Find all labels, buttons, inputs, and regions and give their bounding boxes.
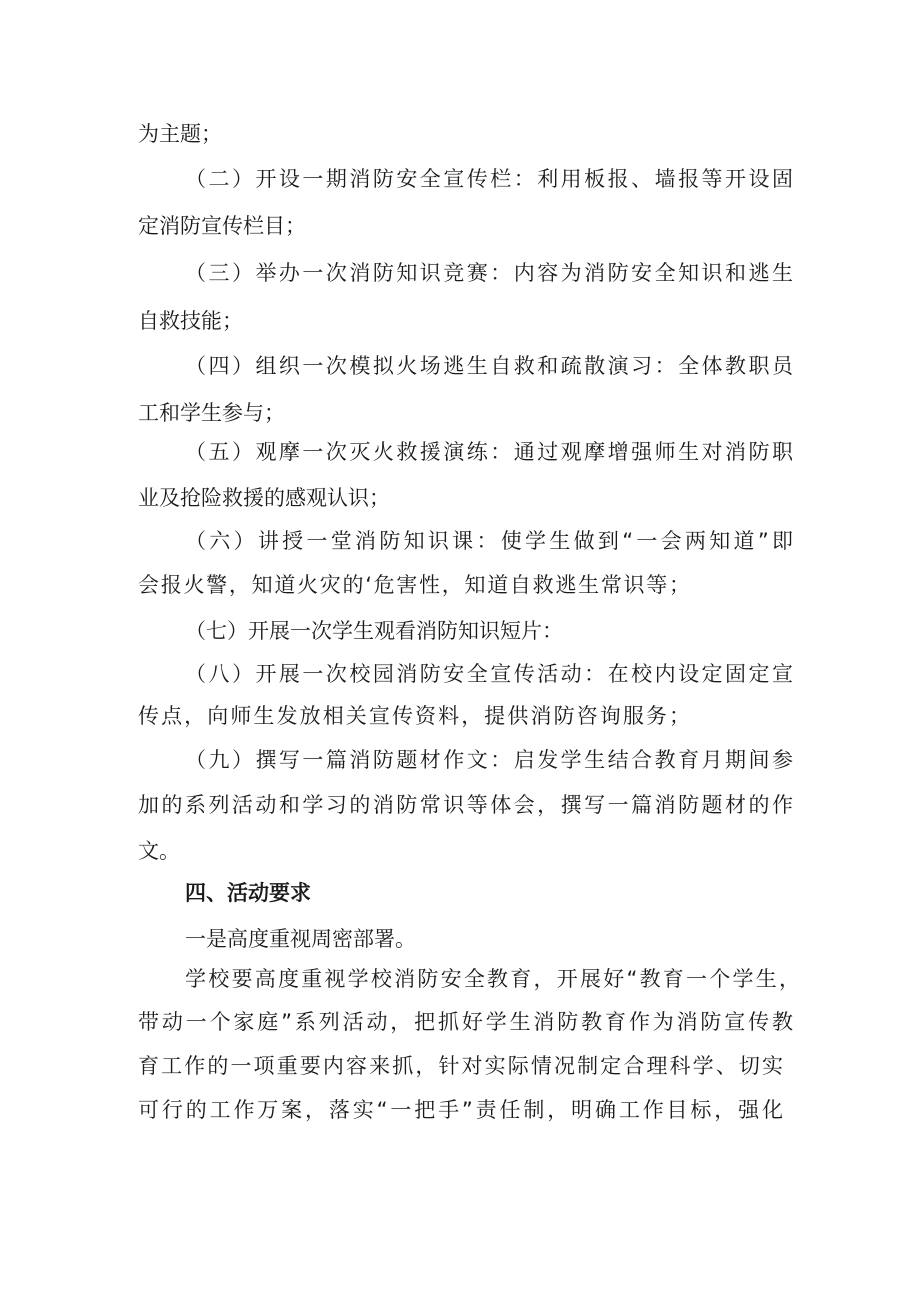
text-line: 文。 [138,839,180,863]
text-line: 会报火警，知道火灾的‘危害性，知道自救逃生常识等； [138,573,690,597]
paragraph-line: 学校要高度重视学校消防安全教育，开展好“教育一个学生， [185,967,800,991]
text-line: 定消防宣传栏目； [138,214,306,238]
list-item-6: （六）讲授一堂消防知识课：使学生做到“一会两知道”即 [185,529,793,553]
text-line: 传点，向师生发放相关宣传资料，提供消防咨询服务； [138,704,690,728]
list-item-9: （九）撰写一篇消防题材作文：启发学生结合教育月期间参 [185,748,793,772]
text-line: 加的系列活动和学习的消防常识等体会，撰写一篇消防题材的作 [138,793,793,817]
list-item-3: （三）举办一次消防知识竞赛：内容为消防安全知识和逃生 [185,261,793,285]
paragraph-line: 可行的工作万案，落实“一把手”责任制，明确工作目标，强化 [138,1098,783,1122]
section-heading: 四、活动要求 [185,881,311,905]
paragraph-line: 带动一个家庭”系列活动，把抓好学生消防教育作为消防宣传教 [138,1010,793,1034]
text-line: 自救技能； [138,309,243,333]
text-line: 工和学生参与； [138,401,285,425]
list-item-7: （七）开展一次学生观看消防知识短片： [185,619,563,643]
list-item-5: （五）观摩一次灭火救援演练：通过观摩增强师生对消防职 [185,440,793,464]
list-item-2: （二）开设一期消防安全宣传栏：利用板报、墙报等开设固 [185,167,793,191]
text-line: 业及抢险救援的感观认识； [138,486,390,510]
list-item-8: （八）开展一次校园消防安全宣传活动：在校内设定固定宣 [185,662,793,686]
paragraph-line: 育工作的一项重要内容来抓，针对实际情况制定合理科学、切实 [138,1054,783,1078]
list-item-4: （四）组织一次模拟火场逃生自救和疏散演习：全体教职员 [185,354,793,378]
subheading: 一是高度重视周密部署。 [185,927,416,951]
text-line: 为主题； [138,122,222,146]
